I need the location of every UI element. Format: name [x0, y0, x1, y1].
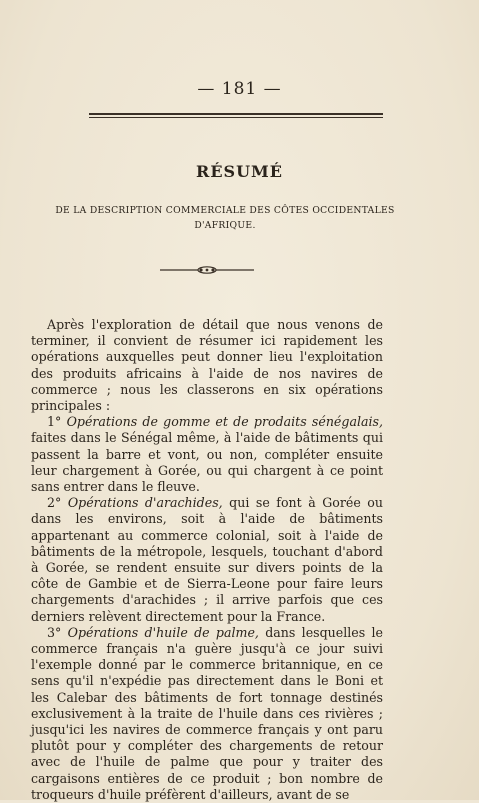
section-title: RÉSUMÉ: [196, 162, 283, 181]
subtitle-line-1: DE LA DESCRIPTION COMMERCIALE DES CÔTES OCCIDENTALES: [55, 205, 395, 216]
item-text: dans lesquelles le commerce français n'a guère jusqu'à ce jour suivi l'exemple donné par le commerce britannique, en ce sens qu'il n'expédie pas directement dans le Boni et les Calebar des bâtiments de fort tonnage destinés exclusivement à la traite de l'huile dans ces rivières ; jusqu'ici les navires de commerce français y ont paru plutôt pour y compléter des chargements de retour avec de l'huile de palme que pour y traiter des cargaisons entières de ce produit ; bon nombre de troqueurs d'huile préfèrent d'ailleurs, avant de se: [31, 624, 383, 802]
item-heading: Opérations de gomme et de prodaits sénégalais,: [66, 414, 383, 430]
item-number: 2°: [47, 495, 68, 511]
item-number: 1°: [47, 414, 67, 430]
section-subtitle: [40, 203, 410, 233]
subtitle-line-2: D'AFRIQUE.: [194, 220, 256, 231]
body-text: [31, 317, 383, 803]
item-text: qui se font à Gorée ou dans les environs, soit à l'aide de bâtiments appartenant au commerce colonial, soit à l'aide de bâtiments de la métropole, lesquels, touchant d'abord à Gorée, se rendent ensuite sur divers points de la côte de Gambie et de Sierra-Leone pour faire leurs chargements d'arachides ; il arrive parfois que ces derniers relèvent directement pour la France.: [31, 495, 383, 624]
paragraph-operation-1: [31, 414, 383, 495]
item-heading: Opérations d'huile de palme,: [67, 624, 259, 640]
paragraph-intro: Après l'exploration de détail que nous venons de terminer, il convient de résumer ici rapidement les opérations auxquelles peut donner lieu l'exploitation des produits africains à l'aide de nos navires de commerce ; nous les classerons en six opérations principales :: [31, 317, 383, 414]
paragraph-operation-2: [31, 495, 383, 625]
paragraph-operation-3: [31, 625, 383, 803]
page-number: — 181 —: [197, 79, 282, 99]
item-text: faites dans le Sénégal même, à l'aide de bâtiments qui passent la barre et vont, ou non, compléter ensuite leur chargement à Gorée, ou qui chargent à ce point sans entrer dans le fleuve.: [31, 430, 383, 495]
ornament-divider-icon: [160, 264, 254, 276]
item-heading: Opérations d'arachides,: [67, 495, 223, 511]
header-double-rule: [89, 113, 383, 118]
item-number: 3°: [47, 624, 68, 640]
